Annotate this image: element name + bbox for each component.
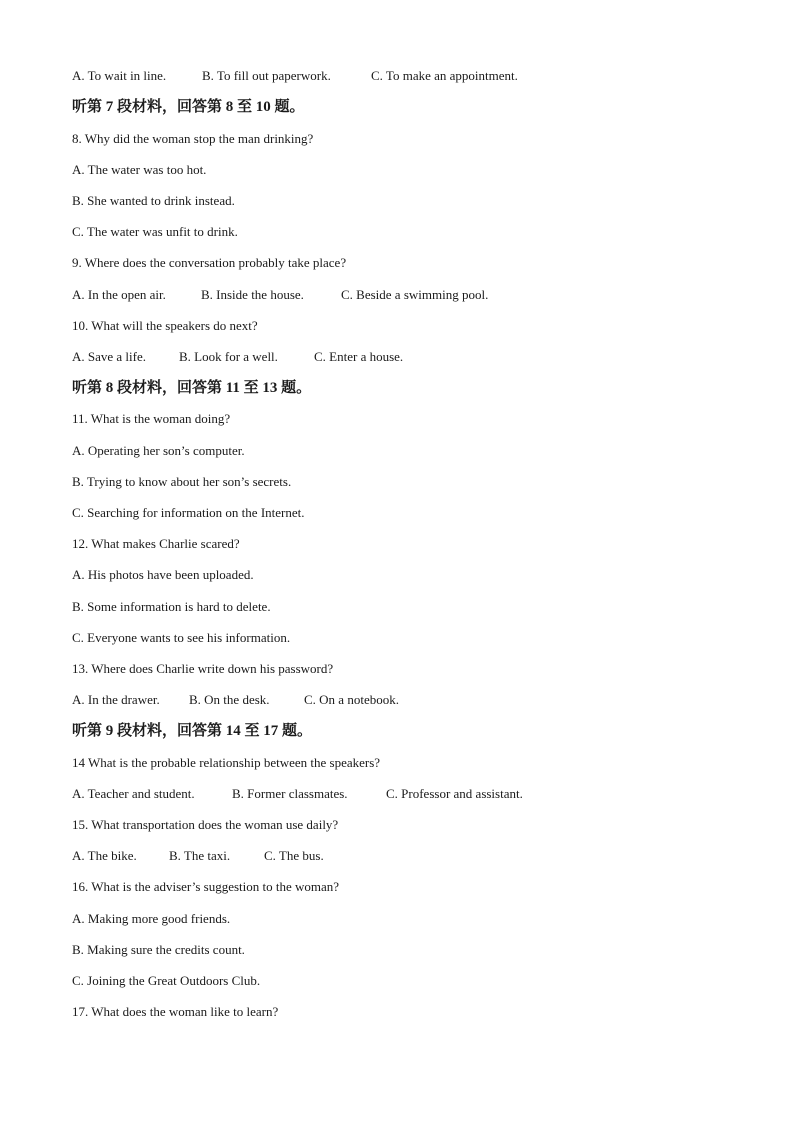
options-row xyxy=(72,68,518,84)
options-row xyxy=(72,349,403,365)
answer-option: C. The water was unfit to drink. xyxy=(72,224,238,239)
option-b: B. Inside the house. xyxy=(201,287,304,302)
option-c: C. On a notebook. xyxy=(304,692,399,707)
answer-option: C. Joining the Great Outdoors Club. xyxy=(72,973,261,988)
option-a: A. The bike. xyxy=(72,848,137,863)
option-a: A. In the open air. xyxy=(72,287,166,302)
section-heading: 听第 7 段材料，回答第 8 至 10 题。 xyxy=(72,99,305,115)
answer-option: C. Everyone wants to see his information. xyxy=(72,630,291,645)
question-text: 13. Where does Charlie write down his password? xyxy=(72,661,334,676)
option-b: B. Look for a well. xyxy=(179,349,278,364)
section-heading: 听第 9 段材料，回答第 14 至 17 题。 xyxy=(72,723,313,739)
option-b: B. On the desk. xyxy=(189,692,270,707)
question-text: 9. Where does the conversation probably take place? xyxy=(72,255,347,270)
question-text: 12. What makes Charlie scared? xyxy=(72,536,240,551)
question-text: 11. What is the woman doing? xyxy=(72,411,231,426)
option-a: A. Save a life. xyxy=(72,349,147,364)
option-c: C. The bus. xyxy=(264,848,324,863)
option-c: C. To make an appointment. xyxy=(371,68,518,83)
answer-option: B. Some information is hard to delete. xyxy=(72,599,271,614)
options-row xyxy=(72,692,399,708)
options-row xyxy=(72,848,324,864)
answer-option: B. She wanted to drink instead. xyxy=(72,193,235,208)
answer-option: A. Making more good friends. xyxy=(72,911,231,926)
question-text: 10. What will the speakers do next? xyxy=(72,318,258,333)
answer-option: C. Searching for information on the Internet. xyxy=(72,505,305,520)
answer-option: B. Trying to know about her son’s secrets. xyxy=(72,474,292,489)
option-b: B. To fill out paperwork. xyxy=(202,68,331,83)
question-text: 15. What transportation does the woman use daily? xyxy=(72,817,339,832)
option-a: A. In the drawer. xyxy=(72,692,160,707)
options-row xyxy=(72,287,488,303)
question-text: 14 What is the probable relationship between the speakers? xyxy=(72,755,381,770)
question-text: 8. Why did the woman stop the man drinking? xyxy=(72,131,314,146)
answer-option: A. His photos have been uploaded. xyxy=(72,567,254,582)
option-a: A. To wait in line. xyxy=(72,68,167,83)
question-text: 17. What does the woman like to learn? xyxy=(72,1004,279,1019)
option-b: B. Former classmates. xyxy=(232,786,348,801)
option-c: C. Professor and assistant. xyxy=(386,786,523,801)
option-b: B. The taxi. xyxy=(169,848,231,863)
option-c: C. Beside a swimming pool. xyxy=(341,287,489,302)
question-text: 16. What is the adviser’s suggestion to the woman? xyxy=(72,879,340,894)
answer-option: A. Operating her son’s computer. xyxy=(72,443,245,458)
option-a: A. Teacher and student. xyxy=(72,786,195,801)
option-c: C. Enter a house. xyxy=(314,349,404,364)
answer-option: B. Making sure the credits count. xyxy=(72,942,245,957)
answer-option: A. The water was too hot. xyxy=(72,162,207,177)
section-heading: 听第 8 段材料，回答第 11 至 13 题。 xyxy=(72,380,312,396)
options-row xyxy=(72,786,523,802)
